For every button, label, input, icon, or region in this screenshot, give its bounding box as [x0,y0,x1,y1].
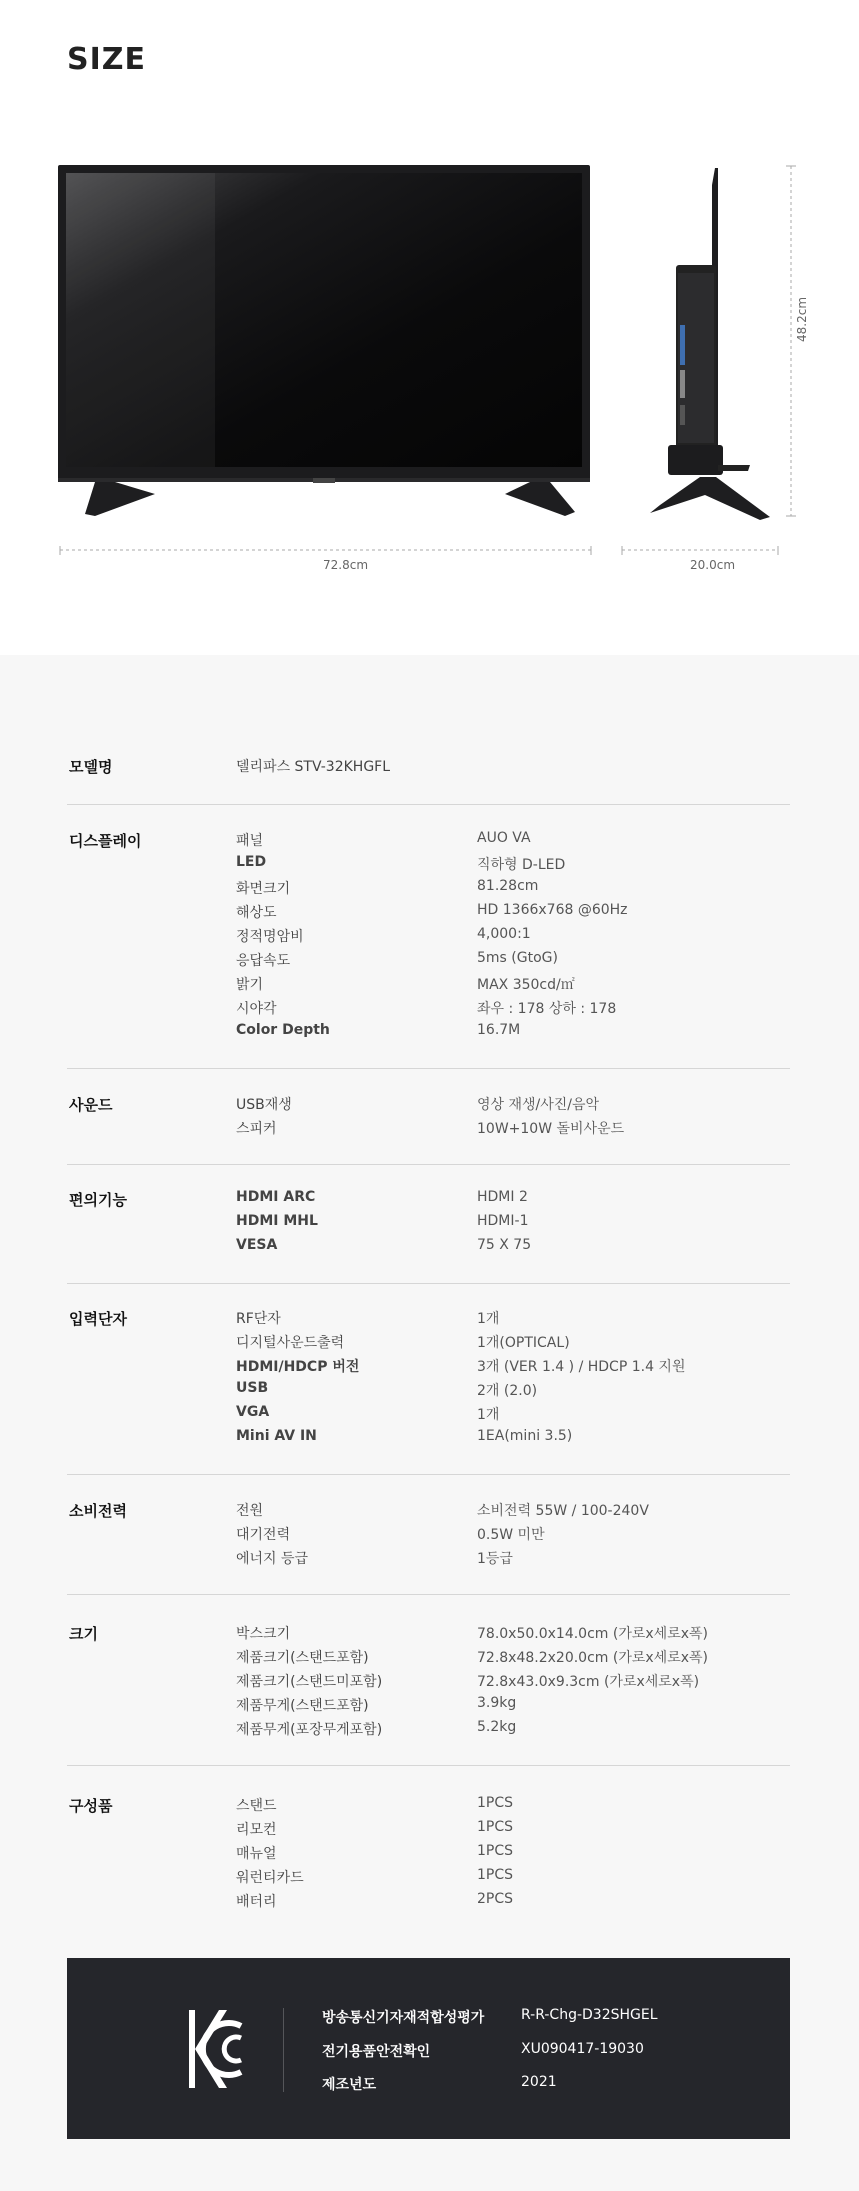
spec-value: 3.9kg [477,1695,517,1711]
spec-category: 구성품 [69,1797,113,1815]
model-name: 델리파스 STV-32KHGFL [236,759,391,775]
spec-key: 배터리 [236,1894,277,1910]
spec-row [236,878,796,902]
spec-row [236,1695,796,1719]
divider [67,804,790,805]
spec-key: 정적명암비 [236,929,304,945]
cert-key: 방송통신기자재적합성평가 [322,2010,485,2026]
spec-category: 크기 [69,1625,98,1643]
divider [67,1474,790,1475]
spec-key: 해상도 [236,905,277,921]
spec-key: 리모컨 [236,1822,277,1838]
spec-row [236,1356,796,1380]
spec-key: HDMI/HDCP 버전 [236,1359,360,1375]
spec-value: 16.7M [477,1022,521,1038]
spec-value: HDMI 2 [477,1189,528,1205]
width-label: 72.8cm [323,558,369,572]
spec-value: 1EA(mini 3.5) [477,1428,573,1444]
spec-key: 전원 [236,1503,264,1519]
spec-row [236,1118,796,1142]
spec-row [236,1795,796,1819]
height-label: 48.2cm [795,296,809,342]
page-title: SIZE [67,42,147,77]
spec-key: VGA [236,1404,270,1420]
spec-value: 1PCS [477,1819,514,1835]
spec-value: 1PCS [477,1867,514,1883]
spec-value: 1개(OPTICAL) [477,1335,570,1351]
cert-key: 제조년도 [322,2077,377,2093]
kc-mark-icon [185,2006,243,2092]
spec-row [236,1189,796,1213]
spec-value: 1개 [477,1407,500,1423]
spec-key: Color Depth [236,1022,330,1038]
spec-key: USB재생 [236,1097,292,1113]
spec-category: 모델명 [69,758,113,776]
spec-value: HDMI-1 [477,1213,529,1229]
spec-key: 박스크기 [236,1626,291,1642]
spec-value: 2PCS [477,1891,514,1907]
spec-key: 스탠드 [236,1798,277,1814]
spec-value: 영상 재생/사진/음악 [477,1097,600,1113]
spec-row [236,998,796,1022]
spec-value: 소비전력 55W / 100-240V [477,1503,649,1519]
spec-value: 1PCS [477,1843,514,1859]
spec-key: 디지털사운드출력 [236,1335,345,1351]
spec-row [236,1671,796,1695]
spec-row [236,830,796,854]
spec-value: 1등급 [477,1551,513,1567]
spec-value: 좌우 : 178 상하 : 178 [477,1001,617,1017]
spec-value: 3개 (VER 1.4 ) / HDCP 1.4 지원 [477,1359,686,1375]
cert-value: XU090417-19030 [521,2041,644,2057]
spec-key: 스피커 [236,1121,277,1137]
spec-row [236,1524,796,1548]
spec-key: 제품무게(포장무게포함) [236,1722,383,1738]
spec-key: USB [236,1380,269,1396]
tv-front-image [55,160,595,522]
spec-value: 5.2kg [477,1719,517,1735]
divider [283,2008,284,2092]
spec-row [236,1213,796,1237]
spec-value: MAX 350cd/㎡ [477,977,575,993]
spec-row [236,1719,796,1743]
spec-row [236,902,796,926]
spec-key: 제품크기(스탠드포함) [236,1650,369,1666]
spec-row [236,1500,796,1524]
size-section [0,0,859,655]
spec-key: VESA [236,1237,278,1253]
spec-row [236,1022,796,1046]
spec-key: 제품무게(스탠드포함) [236,1698,369,1714]
spec-row [236,1428,796,1452]
spec-row [236,1891,796,1915]
spec-value: 72.8x48.2x20.0cm (가로x세로x폭) [477,1650,708,1666]
spec-value: 2개 (2.0) [477,1383,538,1399]
spec-row [236,926,796,950]
depth-label: 20.0cm [690,558,736,572]
spec-value: 81.28cm [477,878,539,894]
spec-row [236,974,796,998]
spec-row [236,1647,796,1671]
divider [67,1765,790,1766]
spec-key: 밝기 [236,977,264,993]
tv-side-image [620,165,780,525]
spec-value: 4,000:1 [477,926,531,942]
spec-key: 시야각 [236,1001,277,1017]
spec-row [236,1380,796,1404]
spec-key: HDMI ARC [236,1189,316,1205]
spec-key: 화면크기 [236,881,291,897]
spec-row [236,1332,796,1356]
spec-value: 10W+10W 돌비사운드 [477,1121,625,1137]
cert-key: 전기용품안전확인 [322,2044,431,2060]
spec-key: Mini AV IN [236,1428,317,1444]
cert-value: 2021 [521,2074,557,2090]
spec-key: 대기전력 [236,1527,291,1543]
spec-category: 디스플레이 [69,832,142,850]
spec-key: 워런티카드 [236,1870,304,1886]
spec-category: 편의기능 [69,1191,127,1209]
spec-value: AUO VA [477,830,531,846]
spec-key: HDMI MHL [236,1213,318,1229]
cert-row [322,2074,772,2096]
spec-key: 에너지 등급 [236,1551,309,1567]
spec-key: 패널 [236,833,264,849]
spec-row [236,1867,796,1891]
cert-row [322,2041,772,2063]
spec-key: RF단자 [236,1311,281,1327]
spec-value: 1개 [477,1311,500,1327]
spec-row [236,1237,796,1261]
certification-panel [67,1958,790,2139]
spec-row [236,1819,796,1843]
cert-value: R-R-Chg-D32SHGEL [521,2007,658,2023]
spec-key: LED [236,854,267,870]
spec-row [236,1623,796,1647]
spec-row [236,1308,796,1332]
divider [67,1068,790,1069]
spec-category: 소비전력 [69,1502,127,1520]
spec-key: 제품크기(스탠드미포함) [236,1674,383,1690]
spec-value: 78.0x50.0x14.0cm (가로x세로x폭) [477,1626,708,1642]
spec-row [236,756,796,780]
spec-row [236,1404,796,1428]
spec-value: 직하형 D-LED [477,857,566,873]
spec-key: 응답속도 [236,953,291,969]
spec-key: 매뉴얼 [236,1846,277,1862]
spec-value: 75 X 75 [477,1237,532,1253]
spec-row [236,950,796,974]
spec-table [0,655,859,2191]
spec-row [236,1094,796,1118]
spec-row [236,1548,796,1572]
spec-value: 1PCS [477,1795,514,1811]
spec-row [236,854,796,878]
spec-value: 0.5W 미만 [477,1527,545,1543]
spec-value: 5ms (GtoG) [477,950,558,966]
spec-category: 사운드 [69,1096,113,1114]
divider [67,1594,790,1595]
divider [67,1283,790,1284]
spec-value: 72.8x43.0x9.3cm (가로x세로x폭) [477,1674,700,1690]
divider [67,1164,790,1165]
spec-category: 입력단자 [69,1310,127,1328]
spec-row [236,1843,796,1867]
spec-value: HD 1366x768 @60Hz [477,902,628,918]
cert-row [322,2007,772,2029]
